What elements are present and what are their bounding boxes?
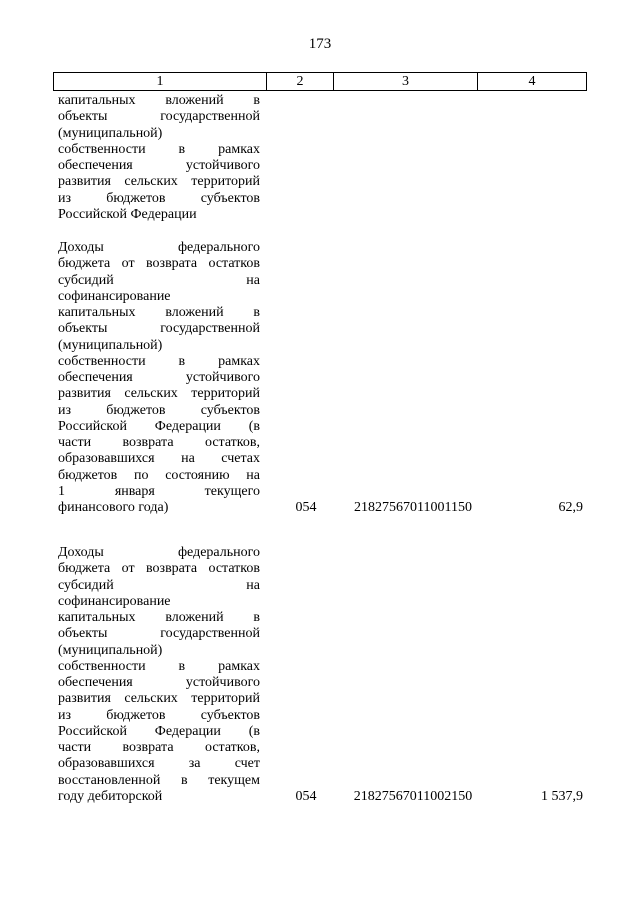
description-line: обеспечения устойчивого — [58, 370, 260, 385]
row-description — [58, 93, 260, 223]
description-line: софинансирование — [58, 593, 171, 609]
description-line: восстановленной в текущем — [58, 772, 260, 788]
budget-code: 21827567011002150 — [353, 788, 473, 804]
description-line: (муниципальной) — [58, 125, 163, 141]
description-line: субсидий на — [58, 272, 260, 288]
description-line: части возврата остатков, — [58, 740, 260, 755]
description-line: капитальных вложений в — [58, 305, 260, 320]
description-line: из бюджетов субъектов — [58, 402, 260, 418]
description-line: капитальных вложений в — [58, 610, 260, 625]
description-line: (муниципальной) — [58, 642, 163, 658]
description-line: бюджета от возврата остатков — [58, 561, 260, 577]
description-line: Доходы федерального — [58, 240, 260, 255]
description-line: из бюджетов субъектов — [58, 190, 260, 206]
description-line: объекты государственной — [58, 321, 260, 337]
description-line: бюджета от возврата остатков — [58, 256, 260, 272]
description-line: собственности в рамках — [58, 141, 260, 157]
row-description — [58, 240, 260, 516]
header-col-4: 4 — [528, 74, 536, 89]
header-col-2: 2 — [267, 73, 334, 90]
description-line: Доходы федерального — [58, 545, 260, 560]
description-line: финансового года) — [58, 500, 169, 515]
description-line: объекты государственной — [58, 109, 260, 125]
description-line: Российской Федерации (в — [58, 723, 260, 739]
description-line: обеспечения устойчивого — [58, 675, 260, 690]
admin-code: 054 — [295, 500, 317, 515]
description-line: капитальных вложений в — [58, 93, 260, 108]
amount: 62,9 — [558, 500, 583, 515]
description-line: образовавшихся на счетах — [58, 451, 260, 467]
header-col-1: 1 — [54, 73, 267, 90]
description-line: обеспечения устойчивого — [58, 158, 260, 173]
description-line: собственности в рамках — [58, 353, 260, 369]
description-line: бюджетов по состоянию на — [58, 467, 260, 483]
budget-code: 21827567011001150 — [354, 500, 472, 515]
description-line: 1 января текущего — [58, 483, 260, 499]
header-col-3: 3 — [334, 73, 478, 90]
row-description — [58, 545, 260, 805]
description-line: части возврата остатков, — [58, 435, 260, 450]
amount: 1 537,9 — [541, 788, 583, 804]
description-line: (муниципальной) — [58, 337, 163, 353]
description-line: году дебиторской — [58, 788, 163, 804]
description-line: субсидий на — [58, 577, 260, 593]
description-line: Российской Федерации — [58, 206, 197, 222]
admin-code: 054 — [295, 788, 317, 804]
table-header — [53, 72, 587, 91]
description-line: из бюджетов субъектов — [58, 707, 260, 723]
table-row — [58, 93, 587, 223]
description-line: объекты государственной — [58, 626, 260, 642]
description-line: собственности в рамках — [58, 658, 260, 674]
page-number: 173 — [308, 36, 332, 52]
description-line: развития сельских территорий — [58, 691, 260, 707]
description-line: развития сельских территорий — [58, 386, 260, 402]
description-line: софинансирование — [58, 288, 171, 304]
description-line: образовавшихся за счет — [58, 756, 260, 772]
table-row — [58, 545, 587, 805]
table-row — [58, 240, 587, 516]
description-line: развития сельских территорий — [58, 174, 260, 190]
description-line: Российской Федерации (в — [58, 418, 260, 434]
